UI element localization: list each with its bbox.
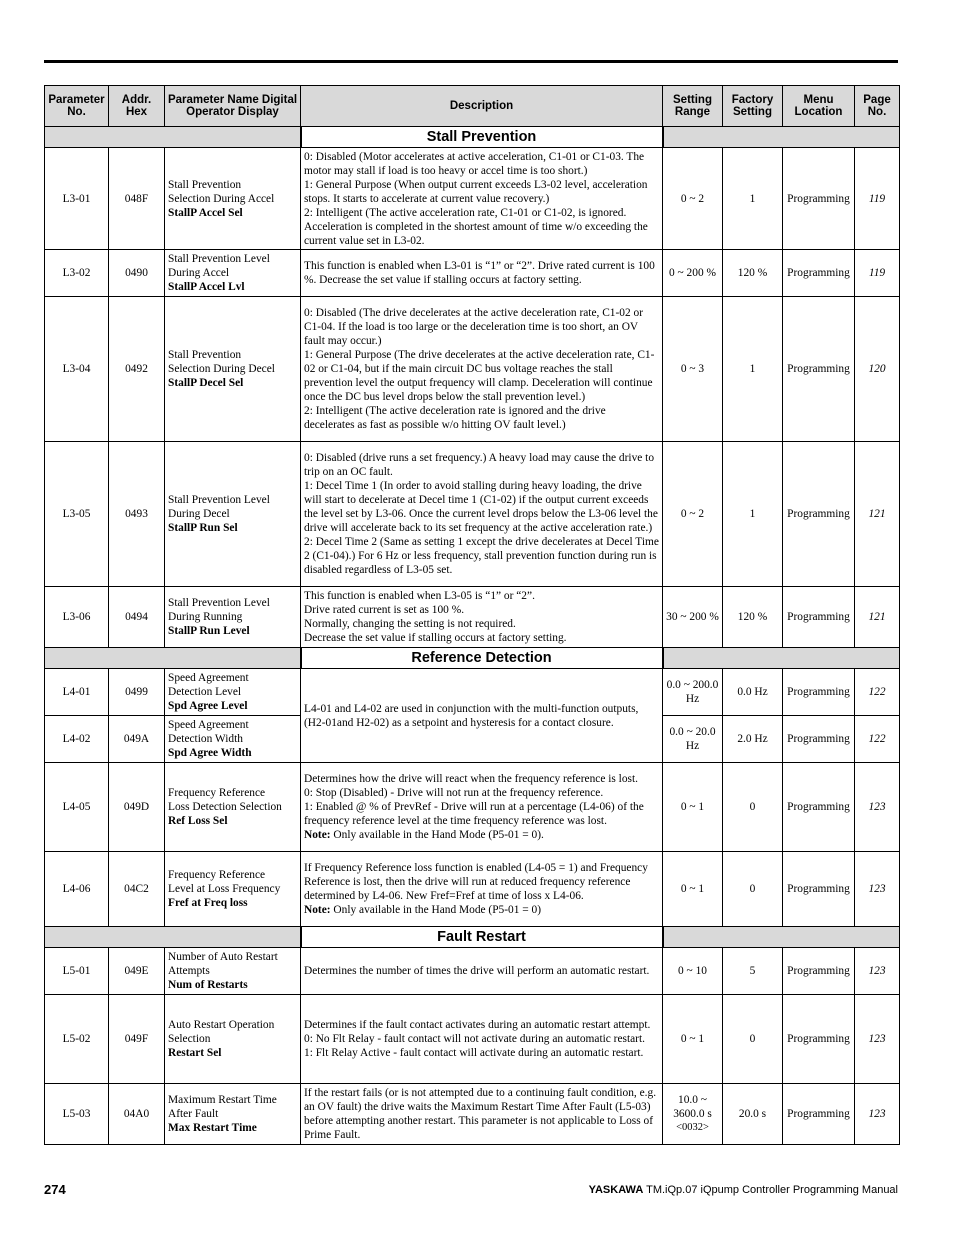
top-rule bbox=[44, 60, 898, 63]
factory-setting: 5 bbox=[723, 948, 783, 995]
factory-setting: 1 bbox=[723, 297, 783, 442]
table-row bbox=[45, 995, 900, 1084]
param-name: Maximum Restart Time After Fault Max Restart Time bbox=[165, 1084, 301, 1145]
param-no: L3-05 bbox=[45, 442, 109, 587]
table-row bbox=[45, 148, 900, 250]
param-name: Stall Prevention Level During Decel StallP Run Sel bbox=[165, 442, 301, 587]
header-page: Page No. bbox=[855, 86, 900, 127]
addr-hex: 0494 bbox=[109, 587, 165, 648]
param-name: Speed Agreement Detection Level Spd Agree Level bbox=[165, 669, 301, 716]
setting-range: 0 ~ 1 bbox=[663, 852, 723, 927]
description: Determines how the drive will react when the frequency reference is lost. 0: Stop (Disabled) - Drive will not run at the frequency reference. 1: Enabled @ % of PrevRef - Drive will run at a percentage (L4-06) of the frequency reference level at the time frequency reference was lost. Note: Only available in the Hand Mode (P5-01 = 0). bbox=[301, 763, 663, 852]
setting-range: 0 ~ 1 bbox=[663, 995, 723, 1084]
page-no: 121 bbox=[855, 442, 900, 587]
setting-range: 30 ~ 200 % bbox=[663, 587, 723, 648]
menu-location: Programming bbox=[783, 1084, 855, 1145]
factory-setting: 120 % bbox=[723, 587, 783, 648]
page-no: 120 bbox=[855, 297, 900, 442]
menu-location: Programming bbox=[783, 716, 855, 763]
table-row bbox=[45, 669, 900, 716]
page-no: 119 bbox=[855, 250, 900, 297]
header-range: Setting Range bbox=[663, 86, 723, 127]
factory-setting: 2.0 Hz bbox=[723, 716, 783, 763]
factory-setting: 1 bbox=[723, 148, 783, 250]
section-row bbox=[45, 927, 900, 948]
setting-range: 0.0 ~ 200.0 Hz bbox=[663, 669, 723, 716]
menu-location: Programming bbox=[783, 297, 855, 442]
manual-title bbox=[589, 1184, 898, 1196]
table-row bbox=[45, 297, 900, 442]
param-no: L4-06 bbox=[45, 852, 109, 927]
description: 0: Disabled (Motor accelerates at active acceleration, C1-01 or C1-03. The motor may stall if load is too heavy or accel time is too short.) 1: General Purpose (When output current exceeds L3-02 level, acceleration stops. It starts to accelerate at current value recovery.) 2: Intelligent (The active acceleration rate, C1-01 or C1-02, is ignored. Acceleration is completed in the shortest amount of time w/o exceeding the current value set in L3-02. bbox=[301, 148, 663, 250]
section-title: Reference Detection bbox=[301, 648, 663, 669]
factory-setting: 1 bbox=[723, 442, 783, 587]
table-header-row bbox=[45, 86, 900, 127]
page-no: 123 bbox=[855, 995, 900, 1084]
page-no: 123 bbox=[855, 948, 900, 995]
addr-hex: 04A0 bbox=[109, 1084, 165, 1145]
description: If Frequency Reference loss function is enabled (L4-05 = 1) and Frequency Reference is lost, then the drive will run at reduced frequency reference determined by L4-06. New Fref=Fref at time of loss x L4-06. Note: Only available in the Hand Mode (P5-01 = 0) bbox=[301, 852, 663, 927]
param-no: L3-01 bbox=[45, 148, 109, 250]
table-row bbox=[45, 852, 900, 927]
factory-setting: 120 % bbox=[723, 250, 783, 297]
param-no: L4-05 bbox=[45, 763, 109, 852]
header-desc: Description bbox=[301, 86, 663, 127]
menu-location: Programming bbox=[783, 250, 855, 297]
page-no: 119 bbox=[855, 148, 900, 250]
addr-hex: 0499 bbox=[109, 669, 165, 716]
menu-location: Programming bbox=[783, 669, 855, 716]
menu-location: Programming bbox=[783, 587, 855, 648]
page-no: 123 bbox=[855, 1084, 900, 1145]
setting-range: 0 ~ 1 bbox=[663, 763, 723, 852]
header-addr: Addr. Hex bbox=[109, 86, 165, 127]
addr-hex: 049E bbox=[109, 948, 165, 995]
page-no: 123 bbox=[855, 763, 900, 852]
page-no: 121 bbox=[855, 587, 900, 648]
param-name: Speed Agreement Detection Width Spd Agree Width bbox=[165, 716, 301, 763]
addr-hex: 0492 bbox=[109, 297, 165, 442]
factory-setting: 0 bbox=[723, 995, 783, 1084]
addr-hex: 048F bbox=[109, 148, 165, 250]
setting-range: 0 ~ 3 bbox=[663, 297, 723, 442]
param-name: Stall Prevention Level During Accel StallP Accel Lvl bbox=[165, 250, 301, 297]
header-factory: Factory Setting bbox=[723, 86, 783, 127]
page-no: 123 bbox=[855, 852, 900, 927]
table-row bbox=[45, 587, 900, 648]
param-name: Frequency Reference Level at Loss Frequency Fref at Freq loss bbox=[165, 852, 301, 927]
description: This function is enabled when L3-05 is “1” or “2”. Drive rated current is set as 100 %. Normally, changing the setting is not required. Decrease the set value if stalling occurs at factory setting. bbox=[301, 587, 663, 648]
manual-name: TM.iQp.07 iQpump Controller Programming Manual bbox=[643, 1184, 898, 1196]
param-name: Stall Prevention Selection During Accel StallP Accel Sel bbox=[165, 148, 301, 250]
brand-name: YASKAWA bbox=[588, 1184, 644, 1196]
param-no: L3-06 bbox=[45, 587, 109, 648]
setting-range: 0.0 ~ 20.0 Hz bbox=[663, 716, 723, 763]
param-no: L5-01 bbox=[45, 948, 109, 995]
factory-setting: 0.0 Hz bbox=[723, 669, 783, 716]
setting-range: 10.0 ~ 3600.0 s <0032> bbox=[663, 1084, 723, 1145]
description: L4-01 and L4-02 are used in conjunction with the multi-function outputs, (H2-01and H2-02) as a setpoint and hysteresis for a contact closure. bbox=[301, 669, 663, 763]
param-name: Number of Auto Restart Attempts Num of Restarts bbox=[165, 948, 301, 995]
header-menu: Menu Location bbox=[783, 86, 855, 127]
menu-location: Programming bbox=[783, 852, 855, 927]
menu-location: Programming bbox=[783, 442, 855, 587]
param-no: L4-01 bbox=[45, 669, 109, 716]
setting-range: 0 ~ 200 % bbox=[663, 250, 723, 297]
param-no: L5-02 bbox=[45, 995, 109, 1084]
addr-hex: 049F bbox=[109, 995, 165, 1084]
description: If the restart fails (or is not attempted due to a continuing fault condition, e.g. an OV fault) the drive waits the Maximum Restart Time After Fault (L5-03) before attempting another restart. This parameter is not applicable to Loss of Prime Fault. bbox=[301, 1084, 663, 1145]
parameter-table bbox=[44, 85, 900, 1145]
factory-setting: 20.0 s bbox=[723, 1084, 783, 1145]
factory-setting: 0 bbox=[723, 852, 783, 927]
param-no: L4-02 bbox=[45, 716, 109, 763]
param-name: Stall Prevention Level During Running StallP Run Level bbox=[165, 587, 301, 648]
header-name: Parameter Name Digital Operator Display bbox=[165, 86, 301, 127]
param-no: L3-04 bbox=[45, 297, 109, 442]
section-row bbox=[45, 648, 900, 669]
section-title: Stall Prevention bbox=[301, 127, 663, 148]
page-number: 274 bbox=[44, 1182, 66, 1197]
table-row bbox=[45, 1084, 900, 1145]
addr-hex: 0493 bbox=[109, 442, 165, 587]
description: Determines the number of times the drive will perform an automatic restart. bbox=[301, 948, 663, 995]
section-row bbox=[45, 127, 900, 148]
param-name: Frequency Reference Loss Detection Selection Ref Loss Sel bbox=[165, 763, 301, 852]
page-no: 122 bbox=[855, 716, 900, 763]
addr-hex: 04C2 bbox=[109, 852, 165, 927]
addr-hex: 049A bbox=[109, 716, 165, 763]
description: 0: Disabled (The drive decelerates at the active deceleration rate, C1-02 or C1-04. If the load is too large or the deceleration time is too short, an OV fault may occur.) 1: General Purpose (The drive decelerates at the active deceleration rate, C1-02 or C1-04, but if the main circuit DC bus voltage reaches the stall prevention level the output frequency will clamp. Deceleration will continue once the DC bus level drops below the stall prevention level.) 2: Intelligent (The active deceleration rate is ignored and the drive decelerates as fast as possible w/o hitting OV fault level.) bbox=[301, 297, 663, 442]
param-no: L5-03 bbox=[45, 1084, 109, 1145]
addr-hex: 049D bbox=[109, 763, 165, 852]
table-row bbox=[45, 948, 900, 995]
param-name: Auto Restart Operation Selection Restart Sel bbox=[165, 995, 301, 1084]
factory-setting: 0 bbox=[723, 763, 783, 852]
setting-range: 0 ~ 2 bbox=[663, 148, 723, 250]
param-no: L3-02 bbox=[45, 250, 109, 297]
param-name: Stall Prevention Selection During Decel StallP Decel Sel bbox=[165, 297, 301, 442]
description: This function is enabled when L3-01 is “1” or “2”. Drive rated current is 100 %. Decrease the set value if stalling occurs at factory setting. bbox=[301, 250, 663, 297]
description: Determines if the fault contact activates during an automatic restart attempt. 0: No Flt Relay - fault contact will not activate during an automatic restart. 1: Flt Relay Active - fault contact will activate during an automatic restart. bbox=[301, 995, 663, 1084]
table-row bbox=[45, 250, 900, 297]
setting-range: 0 ~ 2 bbox=[663, 442, 723, 587]
page-no: 122 bbox=[855, 669, 900, 716]
menu-location: Programming bbox=[783, 763, 855, 852]
setting-range: 0 ~ 10 bbox=[663, 948, 723, 995]
header-param: Parameter No. bbox=[45, 86, 109, 127]
section-title: Fault Restart bbox=[301, 927, 663, 948]
menu-location: Programming bbox=[783, 948, 855, 995]
description: 0: Disabled (drive runs a set frequency.) A heavy load may cause the drive to trip on an OC fault. 1: Decel Time 1 (In order to avoid stalling during heavy loading, the drive will start to decelerate at Decel time 1 (C1-02) if the output current exceeds the level set by L3-06. Once the current level drops below the L3-06 level the drive will accelerate back to its set frequency at the active acceleration rate.) 2: Decel Time 2 (Same as setting 1 except the drive decelerates at Decel Time 2 (C1-04).) For 6 Hz or less frequency, stall prevention function during run is disabled regardless of L3-05 set. bbox=[301, 442, 663, 587]
addr-hex: 0490 bbox=[109, 250, 165, 297]
table-row bbox=[45, 763, 900, 852]
menu-location: Programming bbox=[783, 148, 855, 250]
table-row bbox=[45, 442, 900, 587]
menu-location: Programming bbox=[783, 995, 855, 1084]
